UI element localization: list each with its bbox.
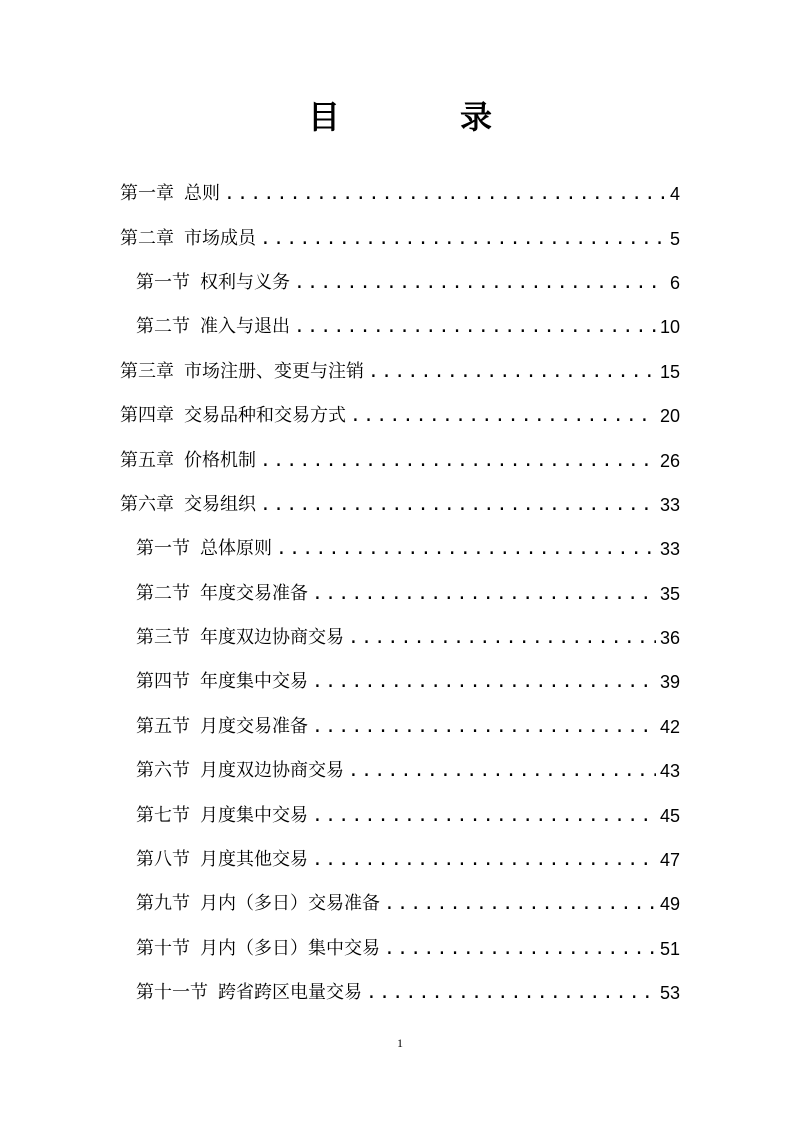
toc-dot-leader	[312, 572, 656, 616]
toc-dot-leader	[294, 261, 664, 305]
table-of-contents	[120, 172, 680, 1015]
toc-entry-label	[136, 749, 344, 793]
page-number: 1	[397, 1036, 403, 1050]
toc-entry-label	[136, 971, 362, 1015]
toc-entry-label	[120, 172, 220, 216]
toc-entry-title: 价格机制	[184, 449, 256, 471]
toc-entry-number: 第八节	[136, 849, 190, 871]
toc-entry-number: 第六章	[120, 493, 174, 515]
toc-dot-leader	[368, 350, 656, 394]
toc-page-number: 53	[659, 983, 680, 1004]
toc-dot-leader	[384, 882, 656, 926]
toc-entry-number: 第一章	[120, 183, 174, 205]
toc-entry-label	[136, 261, 290, 305]
toc-entry-number: 第四节	[136, 671, 190, 693]
toc-dot-leader	[260, 483, 656, 527]
toc-dot-leader	[348, 749, 656, 793]
toc-entry-number: 第二章	[120, 227, 174, 249]
toc-entry-number: 第十一节	[136, 982, 208, 1004]
toc-entry-number: 第十节	[136, 937, 190, 959]
toc-chapter-entry[interactable]	[120, 216, 680, 260]
toc-dot-leader	[312, 838, 656, 882]
toc-page-number: 15	[659, 361, 680, 382]
toc-dot-leader	[384, 927, 656, 971]
toc-page-number: 36	[659, 628, 680, 649]
toc-entry-title: 总体原则	[200, 538, 272, 560]
toc-entry-number: 第二节	[136, 316, 190, 338]
toc-entry-number: 第四章	[120, 405, 174, 427]
toc-entry-label	[136, 705, 308, 749]
toc-entry-number: 第一节	[136, 538, 190, 560]
toc-page-number: 33	[659, 539, 680, 560]
toc-dot-leader	[276, 527, 656, 571]
toc-page-number: 4	[669, 184, 680, 205]
toc-entry-title: 月度双边协商交易	[200, 760, 344, 782]
toc-section-entry[interactable]	[120, 882, 680, 926]
toc-entry-label	[136, 794, 308, 838]
toc-entry-title: 年度集中交易	[200, 671, 308, 693]
toc-section-entry[interactable]	[120, 527, 680, 571]
toc-entry-label	[136, 838, 308, 882]
toc-dot-leader	[260, 439, 656, 483]
toc-dot-leader	[224, 172, 664, 216]
toc-dot-leader	[294, 305, 656, 349]
toc-entry-label	[136, 527, 272, 571]
toc-entry-label	[120, 217, 256, 261]
toc-section-entry[interactable]	[120, 927, 680, 971]
toc-entry-number: 第三节	[136, 627, 190, 649]
toc-entry-label	[120, 483, 256, 527]
toc-entry-label	[136, 882, 380, 926]
toc-chapter-entry[interactable]	[120, 483, 680, 527]
toc-entry-number: 第五节	[136, 715, 190, 737]
toc-entry-title: 月度集中交易	[200, 804, 308, 826]
toc-entry-title: 月度交易准备	[200, 715, 308, 737]
toc-entry-title: 年度交易准备	[200, 582, 308, 604]
toc-section-entry[interactable]	[120, 793, 680, 837]
toc-dot-leader	[366, 971, 656, 1015]
toc-section-entry[interactable]	[120, 572, 680, 616]
toc-entry-title: 月内（多日）交易准备	[200, 893, 380, 915]
toc-entry-number: 第五章	[120, 449, 174, 471]
toc-page-number: 45	[659, 805, 680, 826]
toc-entry-title: 月内（多日）集中交易	[200, 937, 380, 959]
toc-section-entry[interactable]	[120, 971, 680, 1015]
toc-page-number: 20	[659, 406, 680, 427]
toc-entry-title: 年度双边协商交易	[200, 627, 344, 649]
toc-section-entry[interactable]	[120, 261, 680, 305]
toc-entry-title: 月度其他交易	[200, 849, 308, 871]
toc-page-number: 42	[659, 716, 680, 737]
toc-chapter-entry[interactable]	[120, 350, 680, 394]
toc-chapter-entry[interactable]	[120, 172, 680, 216]
toc-page-number: 51	[659, 938, 680, 959]
toc-dot-leader	[312, 660, 656, 704]
toc-entry-label	[136, 572, 308, 616]
toc-section-entry[interactable]	[120, 616, 680, 660]
toc-page-number: 5	[669, 228, 680, 249]
toc-chapter-entry[interactable]	[120, 438, 680, 482]
toc-dot-leader	[350, 394, 656, 438]
toc-entry-title: 总则	[184, 183, 220, 205]
toc-chapter-entry[interactable]	[120, 394, 680, 438]
toc-entry-number: 第七节	[136, 804, 190, 826]
toc-section-entry[interactable]	[120, 749, 680, 793]
toc-page-number: 26	[659, 450, 680, 471]
toc-entry-number: 第九节	[136, 893, 190, 915]
toc-entry-title: 权利与义务	[200, 271, 290, 293]
toc-dot-leader	[348, 616, 656, 660]
toc-entry-label	[136, 660, 308, 704]
page-title: 目 录	[307, 98, 536, 136]
toc-entry-number: 第三章	[120, 360, 174, 382]
toc-entry-number: 第六节	[136, 760, 190, 782]
toc-page-number: 43	[659, 761, 680, 782]
toc-section-entry[interactable]	[120, 838, 680, 882]
toc-dot-leader	[312, 794, 656, 838]
toc-section-entry[interactable]	[120, 305, 680, 349]
toc-page-number: 6	[669, 272, 680, 293]
toc-entry-number: 第一节	[136, 271, 190, 293]
toc-entry-title: 市场注册、变更与注销	[184, 360, 364, 382]
toc-entry-label	[120, 394, 346, 438]
toc-entry-title: 交易组织	[184, 493, 256, 515]
toc-entry-label	[120, 350, 364, 394]
toc-entry-label	[136, 927, 380, 971]
toc-section-entry[interactable]	[120, 705, 680, 749]
toc-entry-title: 市场成员	[184, 227, 256, 249]
toc-entry-title: 准入与退出	[200, 316, 290, 338]
toc-entry-title: 交易品种和交易方式	[184, 405, 346, 427]
toc-dot-leader	[312, 705, 656, 749]
toc-page-number: 47	[659, 850, 680, 871]
toc-section-entry[interactable]	[120, 660, 680, 704]
toc-dot-leader	[260, 217, 664, 261]
toc-entry-label	[136, 305, 290, 349]
toc-page-number: 35	[659, 583, 680, 604]
toc-entry-number: 第二节	[136, 582, 190, 604]
toc-page-number: 39	[659, 672, 680, 693]
toc-page-number: 10	[659, 317, 680, 338]
toc-entry-label	[136, 616, 344, 660]
toc-page-number: 33	[659, 494, 680, 515]
toc-entry-label	[120, 439, 256, 483]
toc-entry-title: 跨省跨区电量交易	[218, 982, 362, 1004]
toc-page-number: 49	[659, 894, 680, 915]
